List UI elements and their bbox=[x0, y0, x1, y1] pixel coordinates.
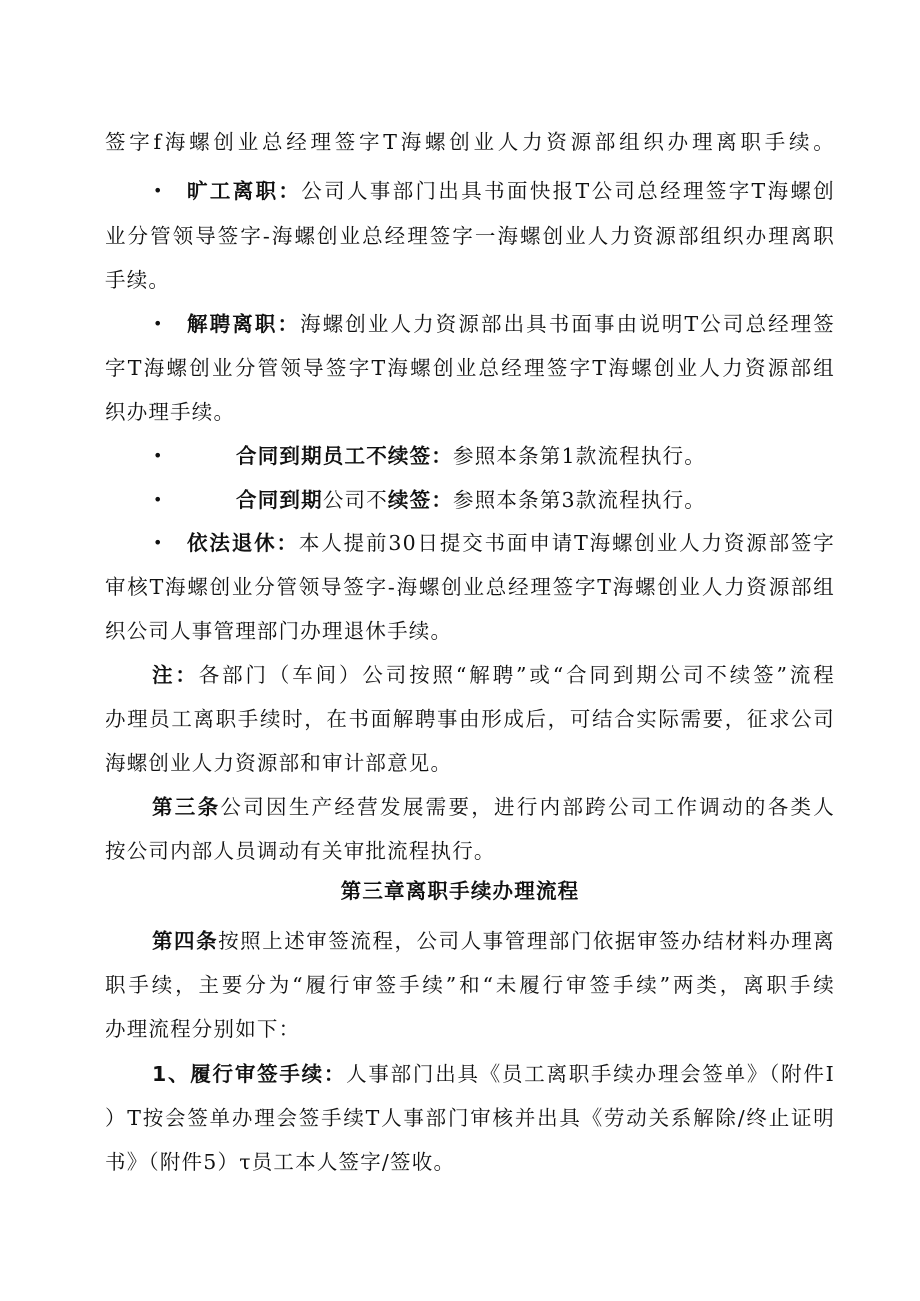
text-line bbox=[236, 441, 736, 471]
paragraph-text: 签字f海螺创业总经理签字T海螺创业人力资源部组织办理离职手续。 bbox=[105, 130, 835, 154]
text-line bbox=[105, 1103, 835, 1133]
paragraph-text: 海螺创业人力资源部出具书面事由说明T公司总经理签 bbox=[300, 312, 835, 336]
paragraph-text: 本人提前30日提交书面申请T海螺创业人力资源部签字 bbox=[298, 531, 835, 555]
bullet-label: 旷工离职： bbox=[187, 179, 302, 203]
paragraph-text: 字T海螺创业分管领导签字T海螺创业总经理签字T海螺创业人力资源部组 bbox=[105, 356, 835, 380]
paragraph-text: 书》（附件5）τ员工本人签字/签收。 bbox=[105, 1150, 456, 1174]
bullet-icon: • bbox=[153, 533, 163, 552]
text-line bbox=[105, 127, 835, 157]
paragraph-text: 按公司内部人员调动有关审批流程执行。 bbox=[105, 839, 496, 863]
bullet-label: 依法退休： bbox=[187, 531, 299, 555]
note-label: 注： bbox=[152, 663, 199, 687]
paragraph-text: ）T按会签单办理会签手续T人事部门审核并出具《劳动关系解除/终止证明 bbox=[105, 1106, 835, 1130]
paragraph-text: 公司人事部门出具书面快报T公司总经理签字T海螺创 bbox=[301, 179, 835, 203]
text-line bbox=[187, 176, 835, 206]
item-label: 1、履行审签手续： bbox=[152, 1062, 347, 1086]
paragraph-text: 办理员工离职手续时，在书面解聘事由形成后，可结合实际需要，征求公司 bbox=[105, 707, 835, 731]
paragraph-text: 按照上述审签流程，公司人事管理部门依据审签办结材料办理离 bbox=[218, 929, 835, 953]
paragraph-text: 职手续，主要分为“履行审签手续”和“未履行审签手续”两类，离职手续 bbox=[105, 973, 835, 997]
bullet-icon: • bbox=[153, 490, 163, 509]
paragraph-text: 业分管领导签字-海螺创业总经理签字一海螺创业人力资源部组织办理离职 bbox=[105, 224, 835, 248]
text-line bbox=[105, 1147, 835, 1177]
paragraph-text: 海螺创业人力资源部和审计部意见。 bbox=[105, 751, 453, 775]
text-line bbox=[105, 970, 835, 1000]
text-line bbox=[187, 309, 835, 339]
paragraph-text: 公司不 bbox=[322, 488, 388, 512]
text-line bbox=[105, 1014, 835, 1044]
paragraph-text: 人事部门出具《员工离职手续办理会签单》（附件I bbox=[346, 1062, 835, 1086]
paragraph-text: 办理流程分别如下： bbox=[105, 1017, 301, 1041]
paragraph-text: 参照本条第3款流程执行。 bbox=[453, 488, 706, 512]
paragraph-text: 审核T海螺创业分管领导签字-海螺创业总经理签字T海螺创业人力资源部组 bbox=[105, 575, 835, 599]
paragraph-text: 织公司人事管理部门办理退休手续。 bbox=[105, 619, 453, 643]
paragraph-text: 公司因生产经营发展需要，进行内部跨公司工作调动的各类人 bbox=[220, 795, 835, 819]
text-line bbox=[105, 748, 835, 778]
text-line bbox=[105, 221, 835, 251]
text-line bbox=[105, 572, 835, 602]
bullet-icon: • bbox=[153, 446, 163, 465]
text-line bbox=[152, 1059, 835, 1089]
text-line bbox=[105, 397, 835, 427]
text-line bbox=[105, 616, 835, 646]
paragraph-text: 各部门（车间）公司按照“解聘”或“合同到期公司不续签”流程 bbox=[198, 663, 835, 687]
bullet-icon: • bbox=[153, 314, 163, 333]
bullet-label: 解聘离职： bbox=[187, 312, 301, 336]
text-line bbox=[152, 660, 835, 690]
paragraph-text: 织办理手续。 bbox=[105, 400, 236, 424]
article-label: 第四条 bbox=[152, 929, 219, 953]
paragraph-text: 参照本条第1款流程执行。 bbox=[453, 444, 706, 468]
chapter-title: 第三章离职手续办理流程 bbox=[340, 879, 580, 903]
paragraph-text: 手续。 bbox=[105, 268, 171, 292]
text-line bbox=[105, 353, 835, 383]
text-line bbox=[105, 836, 835, 866]
bullet-label: 合同到期 bbox=[236, 488, 323, 512]
article-label: 第三条 bbox=[152, 795, 221, 819]
bullet-label: 续签： bbox=[387, 488, 454, 512]
text-line bbox=[187, 528, 835, 558]
text-line bbox=[236, 485, 736, 515]
bullet-label: 合同到期员工不续签： bbox=[236, 444, 453, 468]
text-line bbox=[105, 265, 835, 295]
text-line bbox=[152, 792, 835, 822]
bullet-icon: • bbox=[153, 181, 163, 200]
text-line bbox=[105, 704, 835, 734]
text-line bbox=[152, 926, 835, 956]
